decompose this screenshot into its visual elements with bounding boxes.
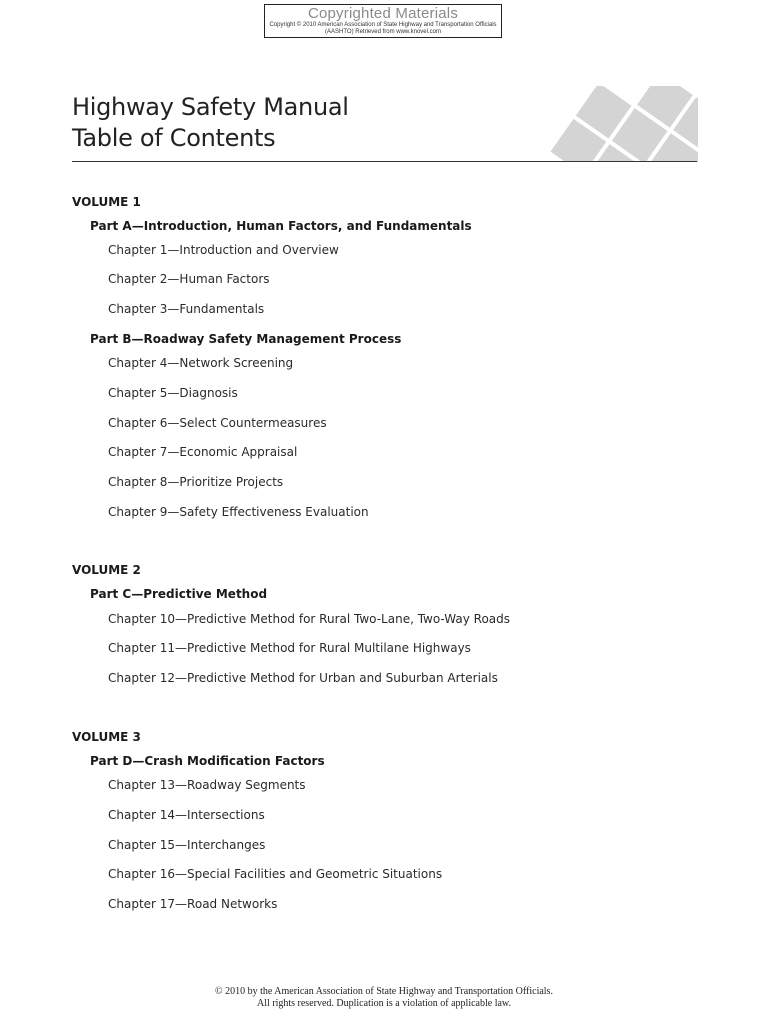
decorative-tiles [534,86,698,162]
chapter-entry: Chapter 7—Economic Appraisal [108,445,298,459]
page-title-line-2: Table of Contents [72,124,276,152]
volume-heading: VOLUME 2 [72,563,141,577]
tile-graphic [534,86,698,162]
chapter-entry: Chapter 15—Interchanges [108,838,266,852]
volume-heading: VOLUME 3 [72,730,141,744]
chapter-entry: Chapter 16—Special Facilities and Geometric Situations [108,867,443,881]
footer-line-2: All rights reserved. Duplication is a violation of applicable law. [256,998,511,1009]
chapter-entry: Chapter 12—Predictive Method for Urban and Suburban Arterials [108,671,498,685]
stamp-title: Copyrighted Materials [307,5,459,22]
part-heading: Part B—Roadway Safety Management Process [90,332,402,346]
chapter-entry: Chapter 13—Roadway Segments [108,778,306,792]
chapter-entry: Chapter 1—Introduction and Overview [108,243,339,257]
stamp-line-2: (AASHTO) Retrieved from www.knovel.com [325,29,441,35]
chapter-entry: Chapter 3—Fundamentals [108,302,265,316]
chapter-entry: Chapter 8—Prioritize Projects [108,475,284,489]
footer-line-1: © 2010 by the American Association of State Highway and Transportation Officials. [215,986,553,997]
part-heading: Part D—Crash Modification Factors [90,754,325,768]
chapter-entry: Chapter 9—Safety Effectiveness Evaluation [108,505,369,519]
chapter-entry: Chapter 11—Predictive Method for Rural Multilane Highways [108,641,471,655]
part-heading: Part C—Predictive Method [90,587,268,601]
title-rule [72,161,697,162]
page-title [72,92,349,154]
copyright-footer [0,986,768,1010]
page-title-line-1: Highway Safety Manual [72,93,349,121]
part-heading: Part A—Introduction, Human Factors, and Fundamentals [90,219,472,233]
volume-heading: VOLUME 1 [72,195,141,209]
stamp-line-1: Copyright © 2010 American Association of State Highway and Transportation Officials [269,22,497,28]
copyright-stamp [264,4,502,38]
chapter-entry: Chapter 5—Diagnosis [108,386,238,400]
chapter-entry: Chapter 4—Network Screening [108,356,294,370]
chapter-entry: Chapter 2—Human Factors [108,272,270,286]
chapter-entry: Chapter 14—Intersections [108,808,265,822]
chapter-entry: Chapter 6—Select Countermeasures [108,416,327,430]
chapter-entry: Chapter 10—Predictive Method for Rural Two-Lane, Two-Way Roads [108,612,511,626]
chapter-entry: Chapter 17—Road Networks [108,897,278,911]
